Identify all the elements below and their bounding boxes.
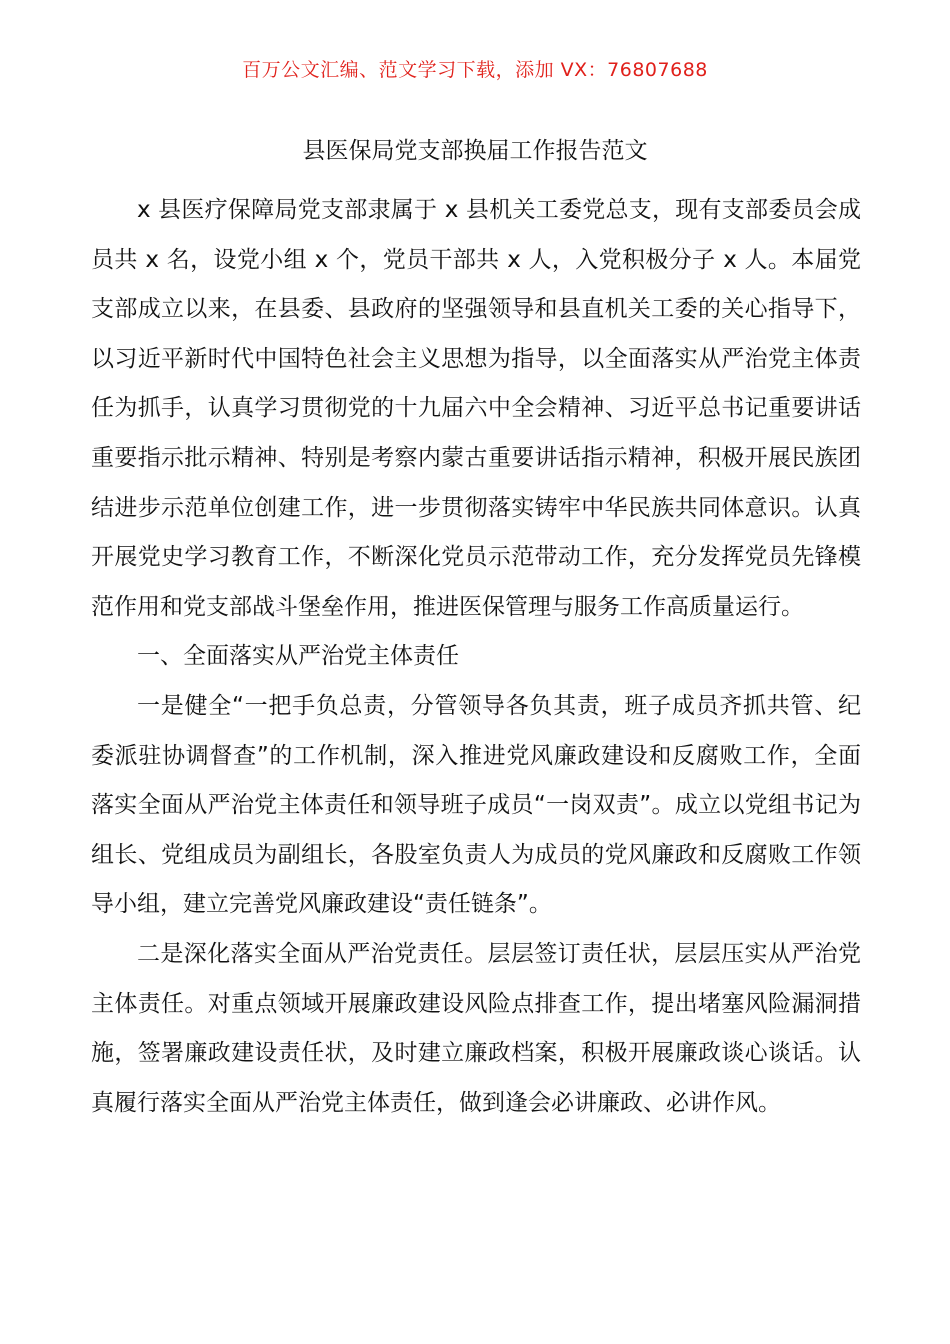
section-heading-1: 一、全面落实从严治党主体责任 (137, 643, 459, 670)
header-watermark-note: 百万公文汇编、范文学习下载，添加 VX：76807688 (242, 59, 708, 81)
point-1-paragraph: 一是健全“一把手负总责，分管领导各负其责，班子成员齐抓共管、纪委派驻协调督查”的工作机制，深入推进党风廉政建设和反腐败工作，全面落实全面从严治党主体责任和领导班子成员“一岗双责”。成立以党组书记为组长、党组成员为副组长，各股室负责人为成员的党风廉政和反腐败工作领导小组，建立完善党风廉政建设“责任链条”。 (91, 692, 861, 918)
document-title: 县医保局党支部换届工作报告范文 (302, 138, 648, 164)
point-2-paragraph: 二是深化落实全面从严治党责任。层层签订责任状，层层压实从严治党主体责任。对重点领域开展廉政建设风险点排查工作，提出堵塞风险漏洞措施，签署廉政建设责任状，及时建立廉政档案，积极开展廉政谈心谈话。认真履行落实全面从严治党主体责任，做到逢会必讲廉政、必讲作风。 (91, 940, 861, 1116)
intro-paragraph: x 县医疗保障局党支部隶属于 x 县机关工委党总支，现有支部委员会成员共 x 名，设党小组 x 个，党员干部共 x 人，入党积极分子 x 人。本届党支部成立以来，在县委、县政府的坚强领导和县直机关工委的关心指导下，以习近平新时代中国特色社会主义思想为指导，以全面落实从严治党主体责任为抓手，认真学习贯彻党的十九届六中全会精神、习近平总书记重要讲话重要指示批示精神、特别是考察内蒙古重要讲话指示精神，积极开展民族团结进步示范单位创建工作，进一步贯彻落实铸牢中华民族共同体意识。认真开展党史学习教育工作，不断深化党员示范带动工作，充分发挥党员先锋模范作用和党支部战斗堡垒作用，推进医保管理与服务工作高质量运行。 (91, 197, 861, 620)
document-body (91, 186, 861, 1128)
